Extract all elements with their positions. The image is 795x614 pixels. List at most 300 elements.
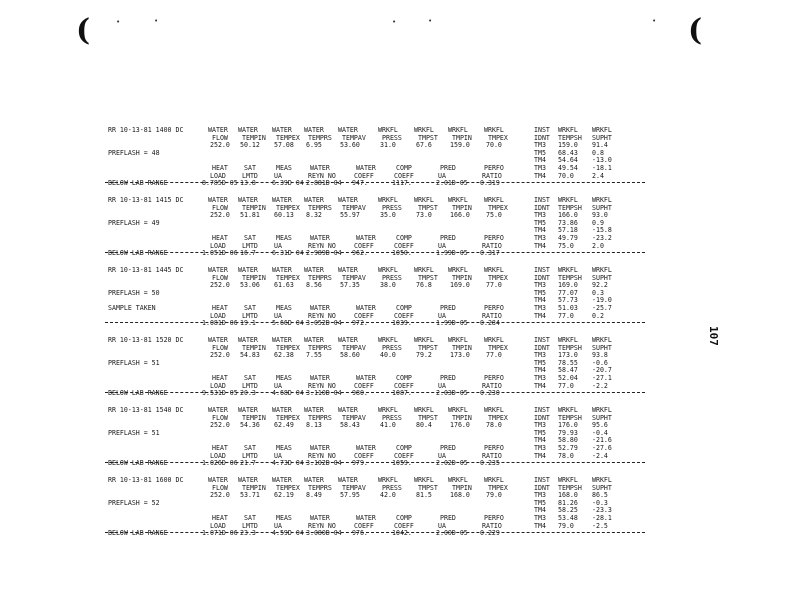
heat-header: PRED — [440, 374, 456, 382]
flow-header: WATER — [304, 336, 324, 344]
heat-subheader: UA — [438, 451, 446, 460]
inst-cell: -2.5 — [592, 521, 608, 530]
heat-subheader: RATIO — [482, 311, 502, 320]
inst-cell: WRKFL — [558, 406, 578, 414]
inst-cell: TM5 — [534, 428, 546, 437]
inst-cell: -25.7 — [592, 304, 612, 312]
flow-value: 169.0 — [450, 281, 470, 290]
heat-value: 1042. — [392, 529, 412, 538]
inst-cell: 91.4 — [592, 141, 608, 150]
inst-cell: WRKFL — [592, 336, 612, 344]
inst-cell: 0.3 — [592, 288, 604, 297]
inst-cell: TM3 — [534, 374, 546, 382]
flow-header: WRKFL — [414, 126, 434, 134]
flow-subheader: TMPST — [418, 133, 438, 142]
heat-value: 3.110D 04 — [306, 389, 342, 398]
record-separator — [105, 252, 645, 253]
flow-subheader: TMPST — [418, 483, 438, 492]
inst-cell: INST — [534, 266, 550, 274]
flow-subheader: TEMPEX — [276, 273, 300, 282]
heat-header: WATER — [356, 234, 376, 242]
heat-value: 0.317 — [480, 249, 500, 258]
inst-cell: -23.3 — [592, 506, 612, 515]
heat-value: 2.02D 05 — [436, 459, 468, 468]
heat-header: SAT — [244, 234, 256, 242]
heat-subheader: REYN NO — [308, 521, 336, 530]
flow-value: 50.12 — [240, 141, 260, 150]
flow-value: 38.0 — [380, 281, 396, 290]
flow-value: 168.0 — [450, 491, 470, 500]
flow-subheader: TMPST — [418, 273, 438, 282]
inst-cell: -21.6 — [592, 436, 612, 445]
heat-value: 976. — [352, 529, 368, 538]
inst-cell: SUPHT — [592, 203, 612, 212]
flow-value: 54.36 — [240, 421, 260, 430]
flow-header: WRKFL — [378, 126, 398, 134]
inst-cell: TEMPSH — [558, 343, 582, 352]
inst-cell: SUPHT — [592, 413, 612, 422]
flow-subheader: TMPST — [418, 343, 438, 352]
flow-header: WATER — [338, 266, 358, 274]
flow-subheader: TEMPEX — [276, 343, 300, 352]
heat-header: WATER — [310, 514, 330, 522]
preflash-label: PREFLASH = 51 — [108, 428, 160, 437]
scan-speck: • — [116, 18, 121, 26]
flow-subheader: TMPEX — [488, 343, 508, 352]
inst-cell: 78.55 — [558, 358, 578, 367]
flow-value: 73.0 — [416, 211, 432, 220]
flow-header: WRKFL — [484, 196, 504, 204]
flow-header: WATER — [238, 126, 258, 134]
flow-subheader: FLOW — [212, 413, 228, 422]
heat-subheader: LMTD — [242, 381, 258, 390]
flow-header: WATER — [272, 476, 292, 484]
flow-value: 67.6 — [416, 141, 432, 150]
flow-subheader: TEMPIN — [242, 203, 266, 212]
inst-cell: TM4 — [534, 521, 546, 530]
flow-header: WATER — [272, 196, 292, 204]
flow-header: WATER — [338, 336, 358, 344]
inst-cell: 70.0 — [558, 171, 574, 180]
flow-subheader: TEMPRS — [308, 413, 332, 422]
flow-value: 35.0 — [380, 211, 396, 220]
preflash-label: PREFLASH = 50 — [108, 288, 160, 297]
heat-subheader: UA — [438, 381, 446, 390]
heat-value: 19.1 — [240, 319, 256, 328]
record-separator — [105, 392, 645, 393]
heat-value: 4.68D 04 — [272, 389, 304, 398]
heat-header: WATER — [310, 234, 330, 242]
inst-cell: TEMPSH — [558, 203, 582, 212]
flow-subheader: TEMPRS — [308, 343, 332, 352]
heat-value: 4.73D 04 — [272, 459, 304, 468]
flow-value: 77.0 — [486, 281, 502, 290]
heat-value: 0.284 — [480, 319, 500, 328]
heat-header: PRED — [440, 234, 456, 242]
heat-value: 1087. — [392, 389, 412, 398]
flow-header: WATER — [238, 336, 258, 344]
heat-header: COMP — [396, 304, 412, 312]
inst-cell: 93.0 — [592, 211, 608, 220]
flow-value: 78.0 — [486, 421, 502, 430]
heat-header: HEAT — [212, 514, 228, 522]
heat-header: MEAS — [276, 164, 292, 172]
inst-cell: TEMPSH — [558, 273, 582, 282]
flow-header: WRKFL — [414, 196, 434, 204]
heat-header: PERFO — [484, 304, 504, 312]
inst-cell: -2.2 — [592, 381, 608, 390]
inst-cell: 81.26 — [558, 498, 578, 507]
heat-value: 23.3 — [240, 529, 256, 538]
flow-value: 8.49 — [306, 491, 322, 500]
heat-header: WATER — [356, 514, 376, 522]
inst-cell: 86.5 — [592, 491, 608, 500]
flow-value: 252.0 — [210, 211, 230, 220]
flow-header: WATER — [238, 196, 258, 204]
heat-subheader: COEFF — [354, 241, 374, 250]
heat-header: HEAT — [212, 374, 228, 382]
heat-subheader: RATIO — [482, 451, 502, 460]
flow-value: 166.0 — [450, 211, 470, 220]
flow-header: WRKFL — [414, 336, 434, 344]
flow-subheader: PRESS — [382, 133, 402, 142]
flow-subheader: TEMPAV — [342, 343, 366, 352]
heat-subheader: RATIO — [482, 171, 502, 180]
heat-value: 1117. — [392, 179, 412, 188]
flow-subheader: PRESS — [382, 343, 402, 352]
flow-subheader: TMPEX — [488, 273, 508, 282]
heat-value: 1.99D 05 — [436, 319, 468, 328]
scan-speck: • — [154, 17, 159, 25]
flow-header: WATER — [208, 336, 228, 344]
flow-value: 159.0 — [450, 141, 470, 150]
flow-value: 31.0 — [380, 141, 396, 150]
heat-value: 2.989D 04 — [306, 249, 342, 258]
flow-header: WATER — [208, 266, 228, 274]
heat-value: 3.052D 04 — [306, 319, 342, 328]
flow-header: WRKFL — [378, 406, 398, 414]
inst-cell: 168.0 — [558, 491, 578, 500]
heat-header: HEAT — [212, 234, 228, 242]
flow-header: WRKFL — [448, 266, 468, 274]
heat-header: SAT — [244, 304, 256, 312]
inst-cell: IDNT — [534, 203, 550, 212]
heat-value: 2.03D 05 — [436, 389, 468, 398]
scan-speck: • — [652, 17, 657, 25]
heat-value: 1050. — [392, 249, 412, 258]
record-separator — [105, 182, 645, 183]
inst-cell: WRKFL — [558, 266, 578, 274]
heat-subheader: LMTD — [242, 241, 258, 250]
heat-header: MEAS — [276, 514, 292, 522]
heat-subheader: COEFF — [394, 171, 414, 180]
flow-value: 58.43 — [340, 421, 360, 430]
heat-subheader: COEFF — [394, 451, 414, 460]
flow-header: WATER — [304, 126, 324, 134]
heat-header: HEAT — [212, 164, 228, 172]
heat-value: 2.01D 05 — [436, 179, 468, 188]
heat-header: WATER — [356, 374, 376, 382]
heat-subheader: UA — [274, 451, 282, 460]
flow-subheader: TEMPIN — [242, 343, 266, 352]
heat-header: PRED — [440, 304, 456, 312]
flow-value: 252.0 — [210, 141, 230, 150]
heat-value: 3.080D 04 — [306, 529, 342, 538]
record-separator — [105, 462, 645, 463]
flow-subheader: TEMPRS — [308, 273, 332, 282]
heat-value: 6.31D 04 — [272, 249, 304, 258]
flow-header: WATER — [272, 126, 292, 134]
heat-subheader: LMTD — [242, 311, 258, 320]
heat-subheader: LOAD — [210, 381, 226, 390]
inst-cell: 78.0 — [558, 451, 574, 460]
inst-cell: TM4 — [534, 226, 546, 235]
inst-cell: TM3 — [534, 421, 546, 430]
flow-subheader: TEMPEX — [276, 483, 300, 492]
heat-header: PERFO — [484, 444, 504, 452]
flow-subheader: TEMPAV — [342, 273, 366, 282]
record-note: BELOW LAB RANGE — [108, 389, 168, 398]
inst-cell: 57.18 — [558, 226, 578, 235]
heat-subheader: UA — [438, 311, 446, 320]
inst-cell: 51.03 — [558, 304, 578, 312]
inst-cell: 49.79 — [558, 234, 578, 242]
record-separator — [105, 532, 645, 533]
flow-header: WRKFL — [414, 406, 434, 414]
record-note: BELOW LAB RANGE — [108, 179, 168, 188]
flow-header: WATER — [208, 126, 228, 134]
flow-header: WATER — [238, 476, 258, 484]
flow-value: 62.19 — [274, 491, 294, 500]
flow-subheader: TEMPEX — [276, 203, 300, 212]
inst-cell: TM3 — [534, 444, 546, 452]
scan-speck: • — [428, 17, 433, 25]
record-note: BELOW LAB RANGE — [108, 529, 168, 538]
flow-value: 54.83 — [240, 351, 260, 360]
flow-header: WRKFL — [448, 336, 468, 344]
inst-cell: TEMPSH — [558, 413, 582, 422]
right-binder-mark: ( — [688, 13, 703, 48]
heat-value: 13.8 — [240, 179, 256, 188]
heat-subheader: UA — [274, 311, 282, 320]
inst-cell: SUPHT — [592, 343, 612, 352]
inst-cell: 159.0 — [558, 141, 578, 150]
inst-cell: -18.1 — [592, 164, 612, 172]
record-id: RR 10-13-81 1400 DC — [108, 126, 184, 134]
flow-value: 55.97 — [340, 211, 360, 220]
inst-cell: -0.4 — [592, 428, 608, 437]
inst-cell: SUPHT — [592, 133, 612, 142]
flow-header: WATER — [238, 266, 258, 274]
heat-value: 16.7 — [240, 249, 256, 258]
heat-header: WATER — [356, 304, 376, 312]
heat-header: COMP — [396, 374, 412, 382]
heat-subheader: UA — [438, 521, 446, 530]
inst-cell: TM3 — [534, 281, 546, 290]
flow-header: WATER — [272, 406, 292, 414]
heat-subheader: COEFF — [394, 381, 414, 390]
flow-header: WATER — [208, 476, 228, 484]
heat-subheader: UA — [274, 171, 282, 180]
heat-header: MEAS — [276, 304, 292, 312]
heat-subheader: LOAD — [210, 241, 226, 250]
heat-subheader: LOAD — [210, 311, 226, 320]
flow-subheader: TEMPRS — [308, 203, 332, 212]
flow-value: 8.56 — [306, 281, 322, 290]
flow-subheader: FLOW — [212, 483, 228, 492]
flow-header: WRKFL — [484, 266, 504, 274]
heat-header: SAT — [244, 514, 256, 522]
heat-header: COMP — [396, 514, 412, 522]
flow-subheader: FLOW — [212, 133, 228, 142]
flow-value: 62.49 — [274, 421, 294, 430]
inst-cell: INST — [534, 126, 550, 134]
flow-value: 42.0 — [380, 491, 396, 500]
flow-subheader: TEMPRS — [308, 483, 332, 492]
inst-cell: TM4 — [534, 171, 546, 180]
heat-header: PRED — [440, 164, 456, 172]
inst-cell: 75.0 — [558, 241, 574, 250]
flow-header: WATER — [338, 196, 358, 204]
heat-subheader: RATIO — [482, 241, 502, 250]
inst-cell: -0.6 — [592, 358, 608, 367]
heat-header: WATER — [356, 444, 376, 452]
flow-value: 57.95 — [340, 491, 360, 500]
heat-subheader: COEFF — [354, 521, 374, 530]
heat-subheader: UA — [274, 381, 282, 390]
flow-subheader: TMPST — [418, 203, 438, 212]
heat-header: COMP — [396, 164, 412, 172]
record-id: RR 10-13-81 1520 DC — [108, 336, 184, 344]
inst-cell: WRKFL — [592, 476, 612, 484]
inst-cell: 68.43 — [558, 148, 578, 157]
inst-cell: WRKFL — [592, 266, 612, 274]
heat-header: PERFO — [484, 164, 504, 172]
heat-header: HEAT — [212, 444, 228, 452]
inst-cell: TM3 — [534, 514, 546, 522]
heat-value: 0.319 — [480, 179, 500, 188]
heat-header: PERFO — [484, 234, 504, 242]
inst-cell: TM4 — [534, 381, 546, 390]
inst-cell: TM4 — [534, 366, 546, 375]
inst-cell: 79.93 — [558, 428, 578, 437]
inst-cell: -15.8 — [592, 226, 612, 235]
inst-cell: IDNT — [534, 413, 550, 422]
inst-cell: WRKFL — [558, 126, 578, 134]
heat-subheader: COEFF — [394, 521, 414, 530]
flow-header: WATER — [238, 406, 258, 414]
heat-header: SAT — [244, 374, 256, 382]
flow-value: 40.0 — [380, 351, 396, 360]
inst-cell: TM5 — [534, 358, 546, 367]
flow-subheader: TMPIN — [452, 273, 472, 282]
inst-cell: INST — [534, 406, 550, 414]
heat-header: WATER — [310, 164, 330, 172]
inst-cell: 53.48 — [558, 514, 578, 522]
flow-header: WATER — [338, 126, 358, 134]
inst-cell: TEMPSH — [558, 133, 582, 142]
heat-header: PERFO — [484, 374, 504, 382]
heat-subheader: LOAD — [210, 171, 226, 180]
flow-subheader: TEMPAV — [342, 413, 366, 422]
inst-cell: TM4 — [534, 436, 546, 445]
flow-subheader: PRESS — [382, 483, 402, 492]
inst-cell: 95.6 — [592, 421, 608, 430]
inst-cell: TM3 — [534, 491, 546, 500]
inst-cell: TM3 — [534, 164, 546, 172]
inst-cell: -2.4 — [592, 451, 608, 460]
heat-value: 1.99D 05 — [436, 249, 468, 258]
inst-cell: -13.0 — [592, 156, 612, 165]
heat-header: WATER — [310, 444, 330, 452]
heat-header: WATER — [310, 304, 330, 312]
flow-header: WRKFL — [448, 476, 468, 484]
heat-value: 0.230 — [480, 389, 500, 398]
flow-subheader: TEMPEX — [276, 133, 300, 142]
inst-cell: 93.8 — [592, 351, 608, 360]
inst-cell: 2.4 — [592, 171, 604, 180]
heat-header: PRED — [440, 514, 456, 522]
heat-subheader: REYN NO — [308, 381, 336, 390]
flow-header: WRKFL — [378, 266, 398, 274]
flow-header: WRKFL — [414, 266, 434, 274]
heat-subheader: REYN NO — [308, 451, 336, 460]
inst-cell: 57.73 — [558, 296, 578, 305]
flow-subheader: TMPIN — [452, 203, 472, 212]
inst-cell: IDNT — [534, 133, 550, 142]
inst-cell: TM3 — [534, 304, 546, 312]
heat-value: 980. — [352, 389, 368, 398]
flow-value: 8.13 — [306, 421, 322, 430]
flow-value: 60.13 — [274, 211, 294, 220]
inst-cell: TM3 — [534, 141, 546, 150]
heat-value: 2.881D 04 — [306, 179, 342, 188]
flow-value: 61.63 — [274, 281, 294, 290]
heat-subheader: COEFF — [394, 241, 414, 250]
record-id: RR 10-13-81 1445 DC — [108, 266, 184, 274]
heat-subheader: REYN NO — [308, 241, 336, 250]
inst-cell: 49.54 — [558, 164, 578, 172]
flow-value: 8.32 — [306, 211, 322, 220]
heat-subheader: RATIO — [482, 521, 502, 530]
inst-cell: 73.86 — [558, 218, 578, 227]
record-note: SAMPLE TAKEN — [108, 304, 156, 312]
flow-subheader: TEMPIN — [242, 133, 266, 142]
flow-header: WRKFL — [378, 336, 398, 344]
flow-subheader: TEMPIN — [242, 483, 266, 492]
heat-header: COMP — [396, 234, 412, 242]
heat-value: 1.051D 06 — [202, 249, 238, 258]
inst-cell: 0.9 — [592, 218, 604, 227]
flow-subheader: TMPIN — [452, 413, 472, 422]
heat-subheader: UA — [438, 171, 446, 180]
inst-cell: 0.2 — [592, 311, 604, 320]
inst-cell: TM4 — [534, 241, 546, 250]
flow-header: WATER — [304, 476, 324, 484]
inst-cell: 58.80 — [558, 436, 578, 445]
flow-header: WATER — [208, 406, 228, 414]
flow-value: 41.0 — [380, 421, 396, 430]
heat-header: MEAS — [276, 374, 292, 382]
heat-header: WATER — [310, 374, 330, 382]
heat-value: 979. — [352, 459, 368, 468]
inst-cell: 0.8 — [592, 148, 604, 157]
inst-cell: TM4 — [534, 156, 546, 165]
inst-cell: TM3 — [534, 351, 546, 360]
flow-value: 58.60 — [340, 351, 360, 360]
heat-value: 4.59D 04 — [272, 529, 304, 538]
inst-cell: WRKFL — [558, 336, 578, 344]
